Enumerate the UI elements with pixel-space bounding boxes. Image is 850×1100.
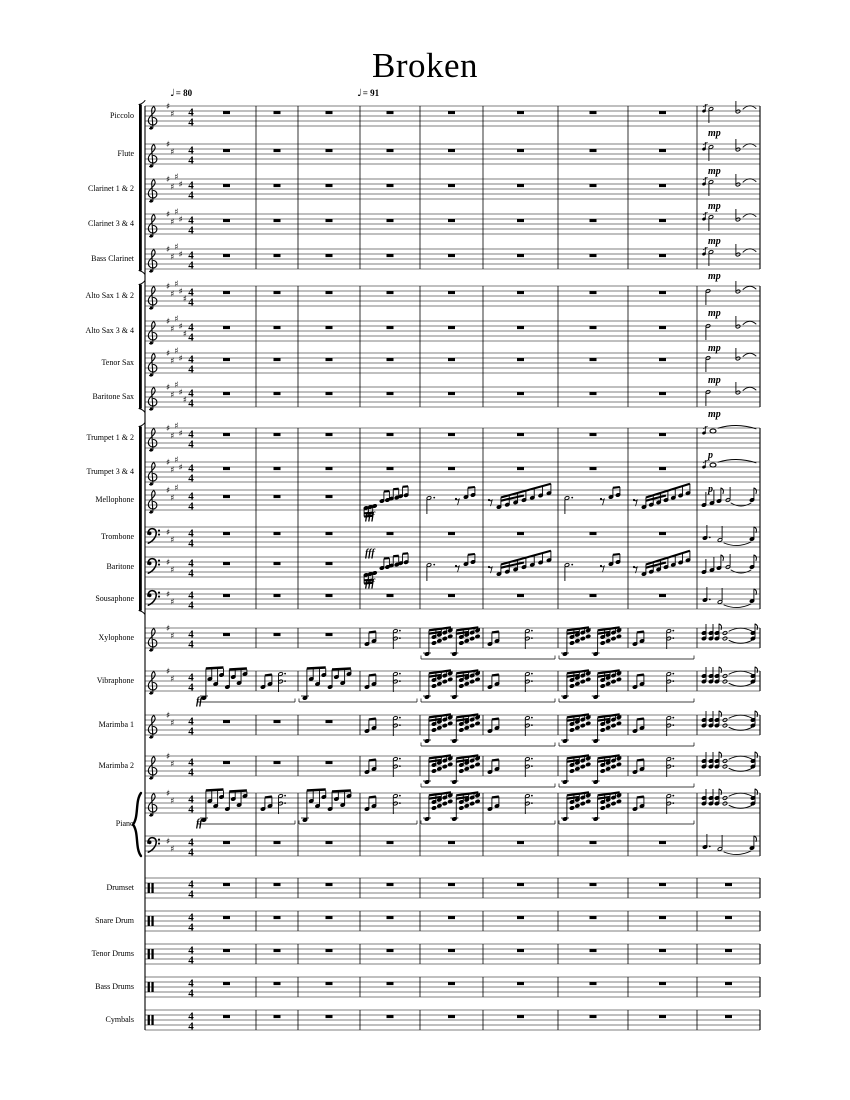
svg-text:♯: ♯ [170, 535, 175, 546]
svg-text:♯: ♯ [170, 597, 175, 608]
svg-text:4: 4 [188, 472, 194, 485]
svg-text:4: 4 [188, 803, 194, 816]
svg-text:♯: ♯ [174, 172, 179, 183]
svg-text:♯: ♯ [166, 383, 171, 394]
svg-text:4: 4 [188, 987, 194, 1000]
dynamic-alto-sax-3-4-mp: mp [708, 343, 721, 354]
dynamic-piccolo-mp: mp [708, 128, 721, 139]
svg-text:♯: ♯ [178, 429, 183, 440]
staff-baritone-sax [145, 381, 760, 410]
svg-text:4: 4 [188, 428, 194, 441]
svg-text:4: 4 [188, 911, 194, 924]
dynamic-clarinet-3-4-mp: mp [708, 236, 721, 247]
svg-text:♯: ♯ [170, 796, 175, 807]
svg-text:4: 4 [188, 179, 194, 192]
staff-tenor-drums [145, 944, 760, 967]
svg-text:4: 4 [188, 331, 194, 344]
svg-text:♯: ♯ [166, 140, 171, 151]
instrument-label-piano: Piano [115, 819, 134, 828]
staff-sousaphone [145, 587, 760, 612]
svg-text:4: 4 [188, 214, 194, 227]
dynamic-piano-ff: ff [196, 818, 203, 829]
svg-text:♯: ♯ [166, 282, 171, 293]
staff-vibraphone [145, 667, 760, 702]
staff-marimba-2 [145, 752, 760, 787]
svg-text:♯: ♯ [170, 147, 175, 158]
svg-text:♯: ♯ [174, 314, 179, 325]
instrument-label-marimba-2: Marimba 2 [98, 761, 134, 770]
instrument-label-mellophone: Mellophone [95, 495, 134, 504]
svg-text:4: 4 [188, 249, 194, 262]
svg-text:♯: ♯ [174, 455, 179, 466]
dynamic-trumpet-3-4-p: p [708, 484, 713, 495]
svg-text:4: 4 [188, 106, 194, 119]
svg-text:♯: ♯ [170, 356, 175, 367]
svg-text:♯: ♯ [166, 624, 171, 635]
svg-text:4: 4 [188, 154, 194, 167]
instrument-label-marimba-1: Marimba 1 [98, 720, 134, 729]
staff-tenor-sax [145, 347, 760, 376]
svg-text:4: 4 [188, 715, 194, 728]
svg-text:♯: ♯ [178, 354, 183, 365]
svg-text:4: 4 [188, 1010, 194, 1023]
staff-marimba-1 [145, 711, 760, 746]
svg-text:4: 4 [188, 296, 194, 309]
staff-flute [145, 139, 760, 167]
svg-text:♯: ♯ [166, 789, 171, 800]
dynamic-tenor-sax-mp: mp [708, 375, 721, 386]
dynamic-trumpet-1-2-p: p [708, 450, 713, 461]
staff-piano [145, 789, 760, 824]
svg-text:♯: ♯ [166, 752, 171, 763]
instrument-label-vibraphone: Vibraphone [96, 676, 134, 685]
svg-text:♯: ♯ [166, 590, 171, 601]
staff-cymbals [145, 1010, 760, 1033]
svg-text:♯: ♯ [166, 486, 171, 497]
tempo-value: = 80 [175, 88, 193, 98]
svg-text:♯: ♯ [170, 844, 175, 855]
tempo-mark-1 [170, 88, 192, 99]
instrument-label-alto-sax-1-2: Alto Sax 1 & 2 [85, 291, 134, 300]
svg-text:4: 4 [188, 116, 194, 129]
staff-xylophone [145, 624, 760, 659]
svg-text:4: 4 [188, 681, 194, 694]
svg-text:♯: ♯ [166, 528, 171, 539]
svg-text:♯: ♯ [178, 322, 183, 333]
dynamic-baritone-sax-mp: mp [708, 409, 721, 420]
svg-text:4: 4 [188, 954, 194, 967]
tempo-note-icon: ♩ [357, 88, 362, 99]
instrument-label-drumset: Drumset [106, 883, 134, 892]
svg-text:♯: ♯ [174, 279, 179, 290]
svg-text:♯: ♯ [178, 287, 183, 298]
svg-text:♯: ♯ [178, 215, 183, 226]
instrument-label-xylophone: Xylophone [98, 633, 134, 642]
svg-text:♯: ♯ [174, 346, 179, 357]
svg-text:♯: ♯ [178, 463, 183, 474]
instrument-label-cymbals: Cymbals [105, 1015, 134, 1024]
instrument-label-baritone-sax: Baritone Sax [92, 392, 134, 401]
tempo-mark-2 [357, 88, 379, 99]
svg-text:♯: ♯ [170, 182, 175, 193]
dynamic-mellophone-fff: fff [365, 511, 375, 522]
staff-bass-clarinet [145, 243, 760, 272]
instrument-label-clarinet-3-4: Clarinet 3 & 4 [88, 219, 134, 228]
svg-text:4: 4 [188, 387, 194, 400]
instrument-label-trombone: Trombone [100, 532, 134, 541]
staff-piano-lh [145, 834, 760, 859]
score-title: Broken [371, 46, 479, 85]
svg-text:♯: ♯ [170, 759, 175, 770]
svg-text:4: 4 [188, 189, 194, 202]
svg-text:♯: ♯ [178, 388, 183, 399]
tempo-note-icon: ♩ [170, 88, 175, 99]
svg-text:♯: ♯ [182, 329, 187, 340]
svg-text:4: 4 [188, 756, 194, 769]
instrument-label-sousaphone: Sousaphone [95, 594, 134, 603]
svg-text:4: 4 [188, 353, 194, 366]
svg-text:4: 4 [188, 638, 194, 651]
instrument-label-flute: Flute [117, 149, 134, 158]
svg-text:4: 4 [188, 557, 194, 570]
instrument-label-bass-drums: Bass Drums [95, 982, 134, 991]
svg-text:♯: ♯ [166, 424, 171, 435]
svg-text:♯: ♯ [166, 837, 171, 848]
svg-text:♯: ♯ [166, 210, 171, 221]
svg-text:♯: ♯ [178, 250, 183, 261]
dynamic-baritone-fff: fff [365, 578, 375, 589]
svg-text:♯: ♯ [166, 175, 171, 186]
svg-text:♯: ♯ [170, 718, 175, 729]
instrument-label-alto-sax-3-4: Alto Sax 3 & 4 [85, 326, 134, 335]
svg-text:4: 4 [188, 671, 194, 684]
svg-text:4: 4 [188, 321, 194, 334]
staff-trumpet-1-2 [145, 422, 760, 451]
svg-text:4: 4 [188, 537, 194, 550]
svg-text:4: 4 [188, 888, 194, 901]
svg-text:4: 4 [188, 259, 194, 272]
svg-text:4: 4 [188, 286, 194, 299]
staff-mellophone [145, 484, 760, 517]
svg-text:4: 4 [188, 589, 194, 602]
svg-text:4: 4 [188, 1020, 194, 1033]
instrument-label-trumpet-1-2: Trumpet 1 & 2 [86, 433, 134, 442]
staff-bass-drums [145, 977, 760, 1000]
svg-text:♯: ♯ [170, 465, 175, 476]
staff-clarinet-3-4 [145, 208, 760, 237]
svg-text:4: 4 [188, 878, 194, 891]
svg-text:4: 4 [188, 490, 194, 503]
svg-text:4: 4 [188, 527, 194, 540]
svg-text:4: 4 [188, 462, 194, 475]
svg-text:♯: ♯ [170, 565, 175, 576]
svg-text:4: 4 [188, 793, 194, 806]
dynamic-trombone-fff: fff [365, 548, 375, 559]
instrument-label-trumpet-3-4: Trumpet 3 & 4 [86, 467, 134, 476]
svg-text:4: 4 [188, 438, 194, 451]
svg-text:♯: ♯ [170, 431, 175, 442]
svg-text:♯: ♯ [170, 674, 175, 685]
svg-text:4: 4 [188, 567, 194, 580]
svg-text:♯: ♯ [174, 483, 179, 494]
instrument-label-piccolo: Piccolo [110, 111, 134, 120]
instrument-label-baritone: Baritone [106, 562, 134, 571]
tempo-value: = 91 [362, 88, 380, 98]
svg-text:♯: ♯ [170, 631, 175, 642]
svg-text:♯: ♯ [166, 667, 171, 678]
svg-text:♯: ♯ [166, 458, 171, 469]
staff-clarinet-1-2 [145, 173, 760, 202]
instrument-label-clarinet-1-2: Clarinet 1 & 2 [88, 184, 134, 193]
svg-text:4: 4 [188, 836, 194, 849]
instrument-label-snare-drum: Snare Drum [95, 916, 134, 925]
staff-snare-drum [145, 911, 760, 934]
instrument-label-tenor-drums: Tenor Drums [91, 949, 134, 958]
svg-text:♯: ♯ [166, 558, 171, 569]
staff-piccolo [145, 101, 760, 129]
dynamic-clarinet-1-2-mp: mp [708, 201, 721, 212]
svg-text:♯: ♯ [166, 711, 171, 722]
svg-text:♯: ♯ [170, 217, 175, 228]
svg-text:♯: ♯ [166, 349, 171, 360]
svg-text:4: 4 [188, 921, 194, 934]
staff-trumpet-3-4 [145, 456, 760, 485]
svg-text:4: 4 [188, 977, 194, 990]
svg-text:4: 4 [188, 944, 194, 957]
svg-text:♯: ♯ [166, 102, 171, 113]
svg-text:4: 4 [188, 500, 194, 513]
svg-text:4: 4 [188, 725, 194, 738]
svg-text:♯: ♯ [170, 109, 175, 120]
svg-text:4: 4 [188, 363, 194, 376]
staff-baritone [145, 548, 760, 584]
dynamic-alto-sax-1-2-mp: mp [708, 308, 721, 319]
instrument-label-tenor-sax: Tenor Sax [101, 358, 134, 367]
staff-alto-sax-1-2 [145, 280, 760, 309]
staff-trombone [145, 525, 760, 550]
svg-text:♯: ♯ [174, 421, 179, 432]
svg-text:♯: ♯ [170, 252, 175, 263]
svg-text:♯: ♯ [178, 180, 183, 191]
svg-text:4: 4 [188, 599, 194, 612]
dynamic-vibraphone-ff: ff [196, 696, 203, 707]
svg-text:4: 4 [188, 397, 194, 410]
svg-text:♯: ♯ [174, 380, 179, 391]
staff-drumset [145, 878, 760, 901]
svg-text:4: 4 [188, 766, 194, 779]
svg-text:♯: ♯ [182, 395, 187, 406]
svg-text:♯: ♯ [170, 390, 175, 401]
svg-text:♯: ♯ [170, 493, 175, 504]
svg-text:♯: ♯ [174, 242, 179, 253]
svg-text:4: 4 [188, 224, 194, 237]
dynamic-bass-clarinet-mp: mp [708, 271, 721, 282]
svg-text:♯: ♯ [166, 317, 171, 328]
instrument-label-bass-clarinet: Bass Clarinet [91, 254, 134, 263]
svg-text:♯: ♯ [166, 245, 171, 256]
svg-text:♯: ♯ [170, 324, 175, 335]
svg-text:4: 4 [188, 628, 194, 641]
svg-text:♯: ♯ [174, 207, 179, 218]
svg-text:♯: ♯ [182, 294, 187, 305]
svg-text:♯: ♯ [170, 289, 175, 300]
staff-alto-sax-3-4 [145, 315, 760, 344]
svg-text:4: 4 [188, 144, 194, 157]
dynamic-flute-mp: mp [708, 166, 721, 177]
svg-text:4: 4 [188, 846, 194, 859]
